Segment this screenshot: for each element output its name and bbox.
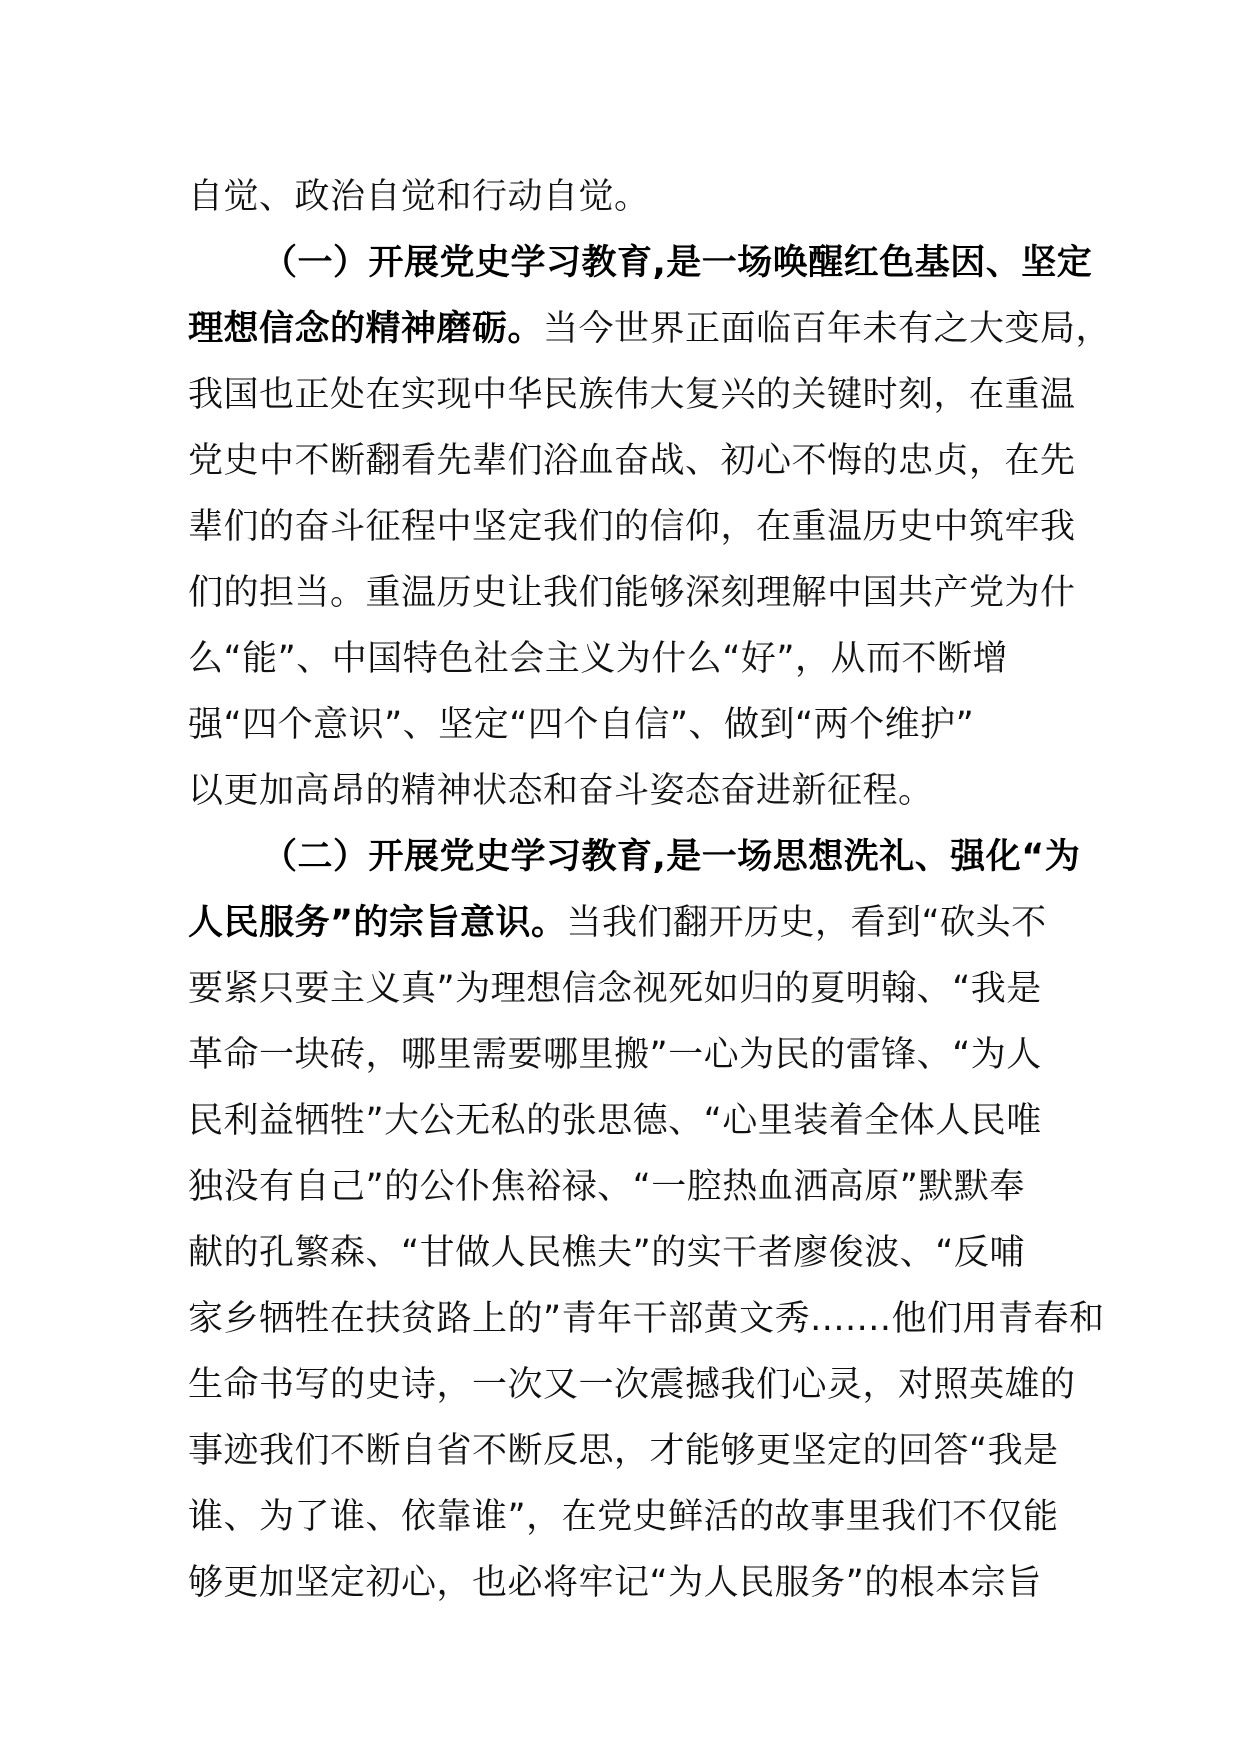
text-line: 献的孔繁森、“甘做人民樵夫”的实干者廖俊波、“反哺 [188,1233,1025,1273]
text-line: 要紧只要主义真”为理想信念视死如归的夏明翰、“我是 [188,969,1042,1009]
text-line: 以更加高昂的精神状态和奋斗姿态奋进新征程。 [188,771,934,811]
text-line: 民利益牺牲”大公无私的张思德、“心里装着全体人民唯 [188,1101,1042,1141]
text-line: 自觉、政治自觉和行动自觉。 [188,177,650,217]
section-heading-2: （二）开展党史学习教育,是一场思想洗礼、强化“为 [262,837,1081,877]
text-line: 我国也正处在实现中华民族伟大复兴的关键时刻，在重温 [188,375,1076,415]
text-line: 家乡牺牲在扶贫路上的”青年干部黄文秀.......他们用青春和 [188,1299,1105,1339]
section-heading-2-cont: 人民服务”的宗旨意识。 [188,903,567,943]
section-heading-1: （一）开展党史学习教育,是一场唤醒红色基因、坚定 [262,243,1093,283]
text-span: 当我们翻开历史，看到“砍头不 [566,903,1047,943]
text-line: 么“能”、中国特色社会主义为什么“好”，从而不断增 [188,639,1009,679]
text-line [188,296,1112,362]
text-line: 谁、为了谁、依靠谁”，在党史鲜活的故事里我们不仅能 [188,1497,1059,1537]
text-line: 够更加坚定初心，也必将牢记“为人民服务”的根本宗旨 [188,1563,1042,1603]
text-line: 强“四个意识”、坚定“四个自信”、做到“两个维护” [188,705,975,745]
text-line: 独没有自己”的公仆焦裕禄、“一腔热血洒高原”默默奉 [188,1167,1025,1207]
text-line: 们的担当。重温历史让我们能够深刻理解中国共产党为什 [188,573,1076,613]
text-line: 辈们的奋斗征程中坚定我们的信仰，在重温历史中筑牢我 [188,507,1076,547]
text-span: 当今世界正面临百年未有之大变局， [543,309,1112,349]
section-heading-1-cont: 理想信念的精神磨砺。 [188,309,544,349]
text-line: 革命一块砖，哪里需要哪里搬”一心为民的雷锋、“为人 [188,1035,1042,1075]
text-line [188,890,1088,956]
text-line: 生命书写的史诗，一次又一次震撼我们心灵，对照英雄的 [188,1365,1076,1405]
text-line: 党史中不断翻看先辈们浴血奋战、初心不悔的忠贞，在先 [188,441,1076,481]
text-line: 事迹我们不断自省不断反思，才能够更坚定的回答“我是 [188,1431,1059,1471]
